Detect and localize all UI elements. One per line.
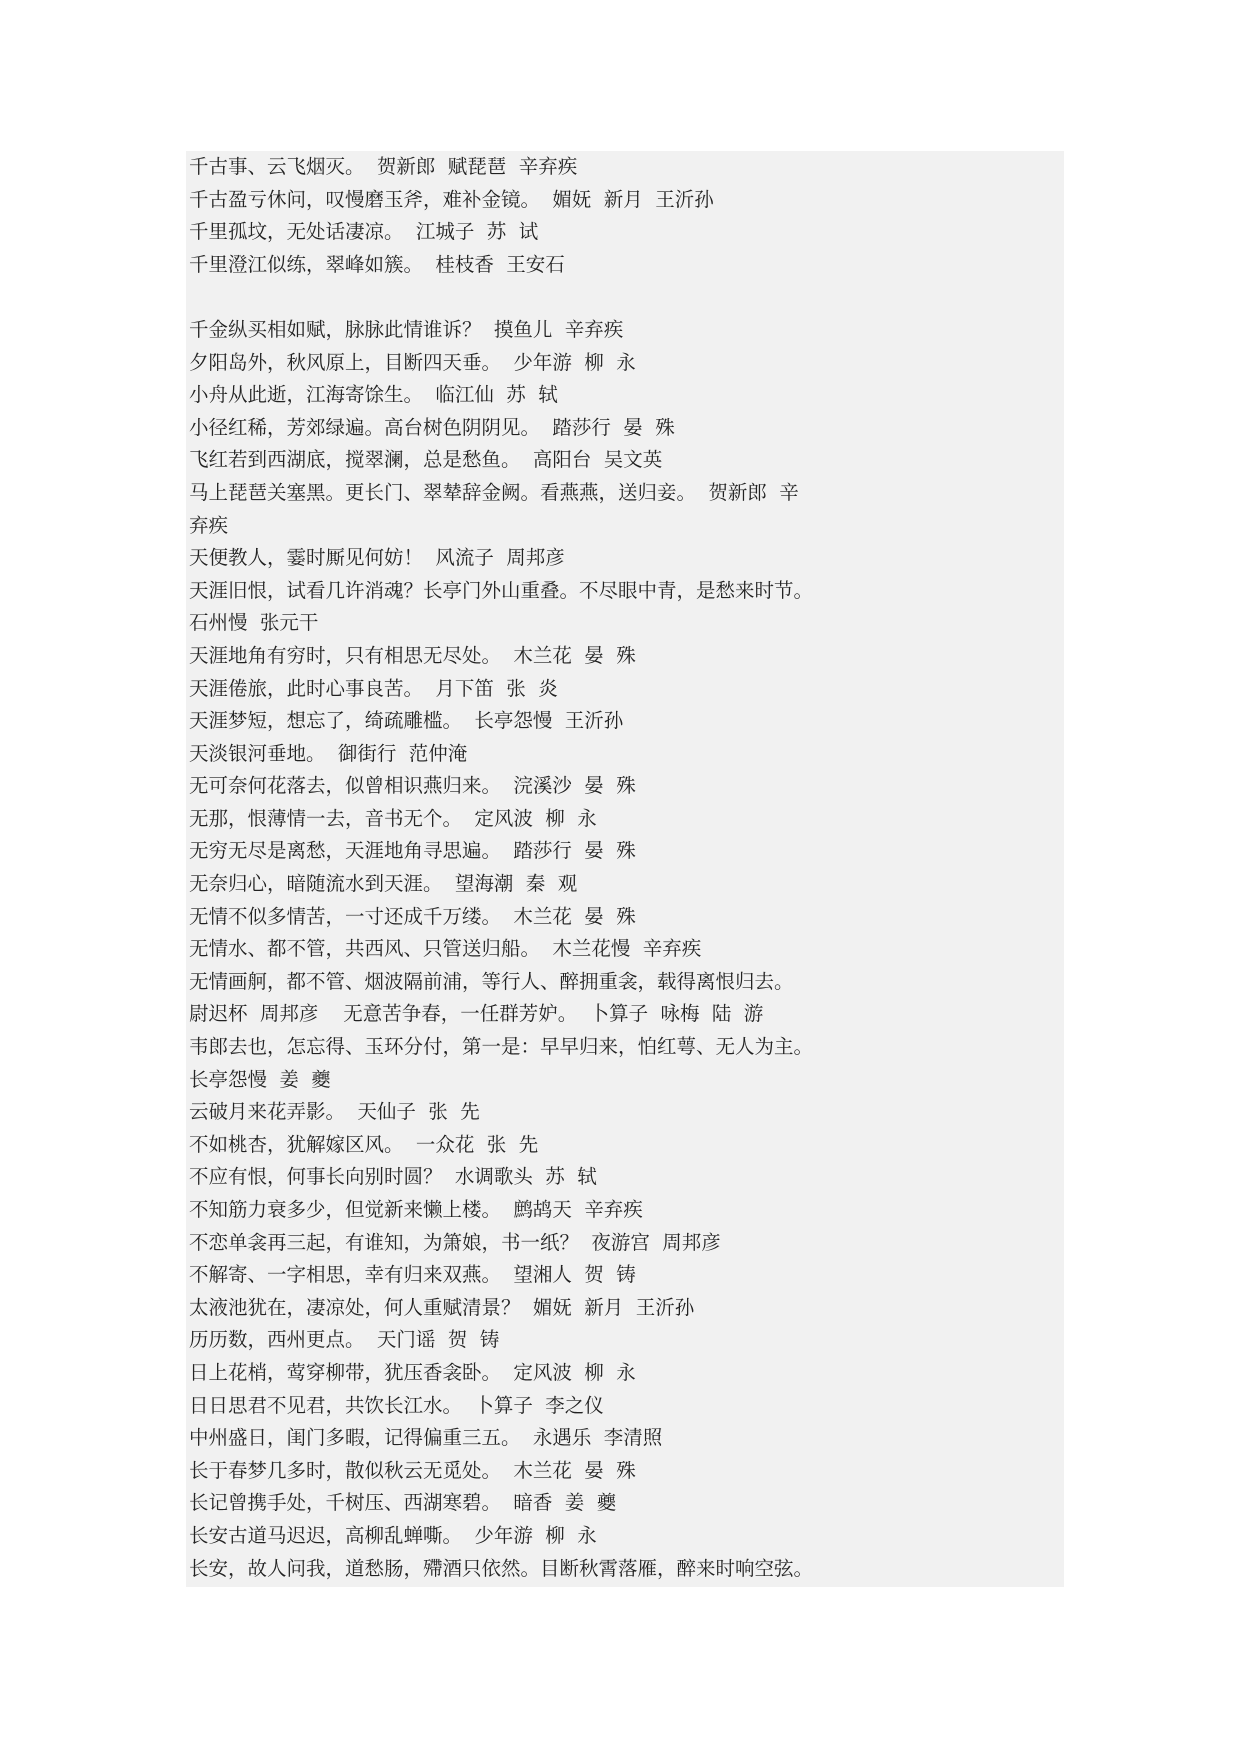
text-line: 千金纵买相如赋，脉脉此情谁诉？ 摸鱼儿 辛弃疾	[189, 317, 624, 341]
text-line: 无穷无尽是离愁，天涯地角寻思遍。 踏莎行 晏 殊	[189, 839, 636, 863]
text-line: 无那，恨薄情一去，音书无个。 定风波 柳 永	[189, 806, 597, 830]
text-line: 不知筋力衰多少，但觉新来懒上楼。 鹧鸪天 辛弃疾	[189, 1198, 643, 1221]
text-line: 夕阳岛外，秋风原上，目断四天垂。 少年游 柳 永	[189, 350, 636, 374]
text-line: 天涯地角有穷时，只有相思无尽处。 木兰花 晏 殊	[189, 643, 636, 667]
text-line: 云破月来花弄影。 天仙子 张 先	[189, 1100, 480, 1124]
text-line: 无情画舸，都不管、烟波隔前浦，等行人、醉拥重衾，载得离恨归去。	[189, 969, 794, 993]
text-line: 长亭怨慢 姜 夔	[189, 1067, 331, 1091]
text-line: 不恋单衾再三起，有谁知，为箫娘，书一纸？ 夜游宫 周邦彦	[189, 1230, 721, 1254]
text-line: 长安古道马迟迟，高柳乱蝉嘶。 少年游 柳 永	[189, 1523, 597, 1547]
text-line: 太液池犹在，凄凉处，何人重赋清景？ 媚妩 新月 王沂孙	[189, 1295, 695, 1319]
text-line: 不如桃杏，犹解嫁区风。 一众花 张 先	[189, 1132, 539, 1156]
text-line: 天涯梦短，想忘了，绮疏雕槛。 长亭怨慢 王沂孙	[189, 709, 624, 733]
text-line: 日日思君不见君，共饮长江水。 卜算子 李之仪	[189, 1393, 604, 1417]
text-line: 飞红若到西湖底，搅翠澜，总是愁鱼。 高阳台 吴文英	[189, 448, 663, 472]
text-line: 天涯倦旅，此时心事良苦。 月下笛 张 炎	[189, 676, 558, 700]
text-line: 无奈归心，暗随流水到天涯。 望海潮 秦 观	[189, 872, 578, 896]
text-line: 天涯旧恨，试看几许消魂？长亭门外山重叠。不尽眼中青，是愁来时节。	[189, 578, 814, 602]
text-line: 无情不似多情苦，一寸还成千万缕。 木兰花 晏 殊	[189, 904, 636, 928]
text-line: 弃疾	[189, 513, 229, 537]
text-line: 无情水、都不管，共西风、只管送归船。 木兰花慢 辛弃疾	[189, 937, 702, 961]
text-line: 千里孤坟，无处话凄凉。 江城子 苏 试	[189, 220, 539, 244]
text-line: 天便教人，霎时厮见何妨！ 风流子 周邦彦	[189, 546, 565, 570]
text-line: 长安，故人问我，道愁肠，殢酒只依然。目断秋霄落雁，醉来时响空弦。	[189, 1556, 814, 1580]
text-line: 中州盛日，闺门多暇，记得偏重三五。 永遇乐 李清照	[189, 1426, 663, 1450]
blank-line	[189, 281, 1064, 314]
text-line: 不解寄、一字相思，幸有归来双燕。 望湘人 贺 铸	[189, 1263, 636, 1287]
text-line: 韦郎去也，怎忘得、玉环分付，第一是：早早归来，怕红萼、无人为主。	[189, 1035, 814, 1059]
text-line: 长于春梦几多时，散似秋云无觅处。 木兰花 晏 殊	[189, 1458, 636, 1482]
text-line: 马上琵琶关塞黑。更长门、翠辇辞金阙。看燕燕，送归妾。 贺新郎 辛	[189, 480, 799, 504]
text-line: 尉迟杯 周邦彦 无意苦争春，一任群芳妒。 卜算子 咏梅 陆 游	[189, 1002, 764, 1026]
text-line: 历历数，西州更点。 天门谣 贺 铸	[189, 1328, 500, 1352]
text-line: 千里澄江似练，翠峰如簇。 桂枝香 王安石	[189, 252, 565, 276]
text-line: 天淡银河垂地。 御街行 范仲淹	[189, 741, 468, 765]
text-line: 千古事、云飞烟灭。 贺新郎 赋琵琶 辛弃疾	[189, 155, 578, 178]
text-line: 千古盈亏休问，叹慢磨玉斧，难补金镜。 媚妩 新月 王沂孙	[189, 187, 714, 211]
text-line: 日上花梢，莺穿柳带，犹压香衾卧。 定风波 柳 永	[189, 1360, 636, 1384]
text-line: 石州慢 张元干	[189, 611, 319, 635]
text-line: 小舟从此逝，江海寄馀生。 临江仙 苏 轼	[189, 383, 558, 407]
text-line: 无可奈何花落去，似曾相识燕归来。 浣溪沙 晏 殊	[189, 774, 636, 798]
poetry-index-text-block	[186, 151, 1064, 1587]
text-line: 小径红稀，芳郊绿遍。高台树色阴阴见。 踏莎行 晏 殊	[189, 415, 675, 439]
text-line: 长记曾携手处，千树压、西湖寒碧。 暗香 姜 夔	[189, 1491, 617, 1515]
text-line: 不应有恨，何事长向别时圆？ 水调歌头 苏 轼	[189, 1165, 597, 1189]
